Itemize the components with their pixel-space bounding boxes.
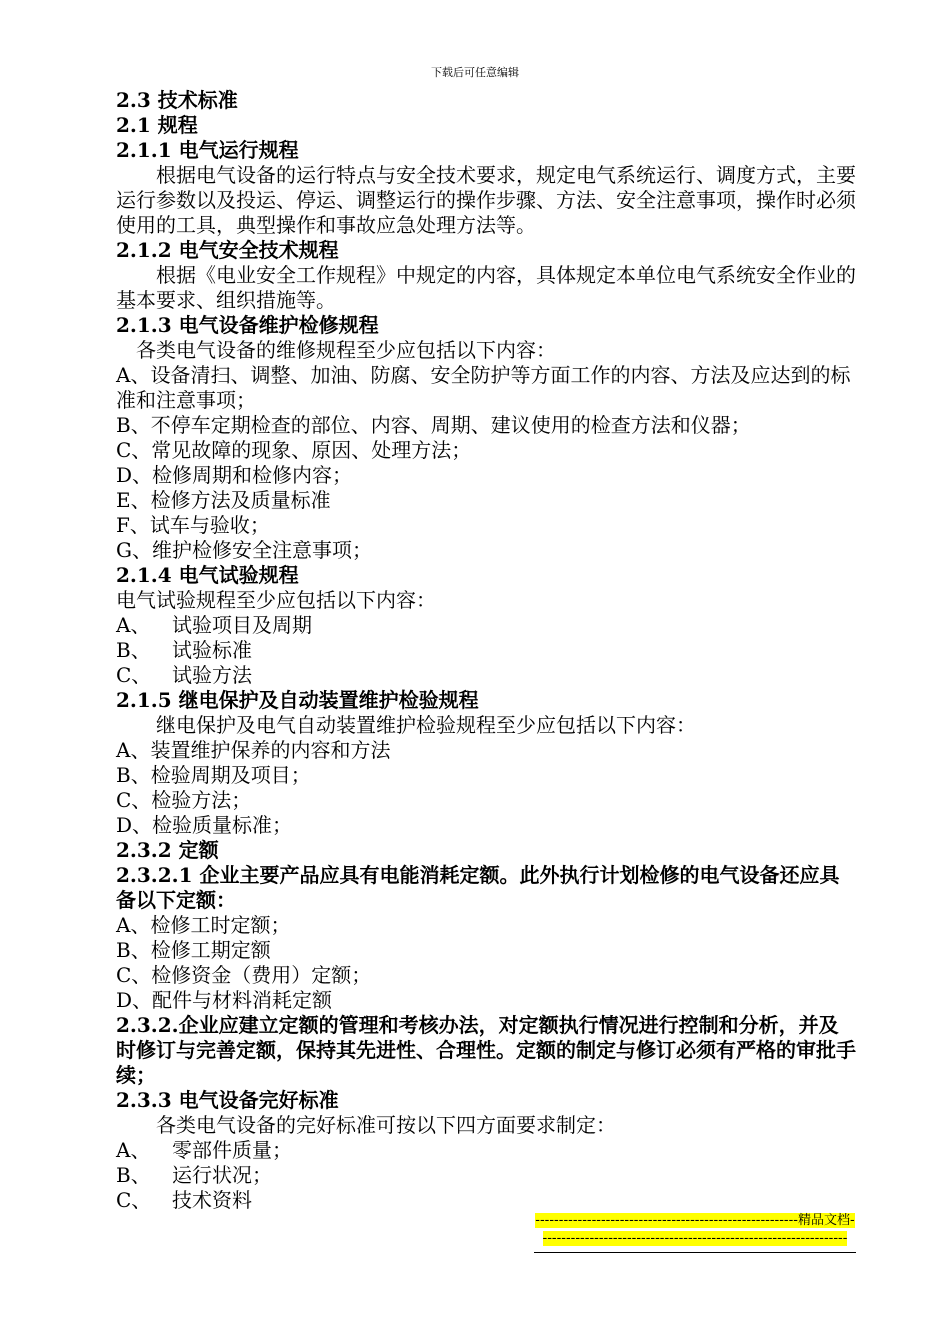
list-item: B、检修工期定额 bbox=[116, 938, 271, 962]
section-heading: 2.1.5 继电保护及自动装置维护检验规程 bbox=[116, 688, 479, 712]
section-heading: 2.1.4 电气试验规程 bbox=[116, 563, 299, 587]
list-item: C、检验方法； bbox=[116, 788, 252, 812]
list-item: D、配件与材料消耗定额 bbox=[116, 988, 333, 1012]
list-item-label: B、 bbox=[116, 638, 151, 662]
list-item: D、检修周期和检修内容； bbox=[116, 463, 353, 487]
list-item-label: C、 bbox=[116, 1188, 152, 1212]
list-item bbox=[116, 613, 856, 638]
list-item: B、不停车定期检查的部位、内容、周期、建议使用的检查方法和仪器； bbox=[116, 413, 751, 437]
section-heading: 2.3.2.企业应建立定额的管理和考核办法，对定额执行情况进行控制和分析，并及时修订与完善定额，保持其先进性、合理性。定额的制定与修订必须有严格的审批手续； bbox=[116, 1013, 856, 1087]
list-item-label: A、 bbox=[116, 1138, 151, 1162]
list-item-label: C、 bbox=[116, 663, 152, 687]
paragraph: 继电保护及电气自动装置维护检验规程至少应包括以下内容： bbox=[156, 713, 696, 737]
list-item: D、检验质量标准； bbox=[116, 813, 293, 837]
list-item-text: 运行状况； bbox=[172, 1163, 272, 1187]
list-item: C、常见故障的现象、原因、处理方法； bbox=[116, 438, 472, 462]
list-item: 电气试验规程至少应包括以下内容： bbox=[116, 588, 436, 612]
list-item-text: 零部件质量； bbox=[172, 1138, 292, 1162]
paragraph: 各类电气设备的维修规程至少应包括以下内容： bbox=[136, 338, 556, 362]
list-item: A、设备清扫、调整、加油、防腐、安全防护等方面工作的内容、方法及应达到的标准和注意事项； bbox=[116, 363, 851, 412]
list-item-text: 试验标准 bbox=[172, 638, 252, 662]
list-item-text: 试验项目及周期 bbox=[172, 613, 312, 637]
list-item: C、检修资金（费用）定额； bbox=[116, 963, 372, 987]
list-item bbox=[116, 1188, 856, 1213]
section-heading: 2.1.2 电气安全技术规程 bbox=[116, 238, 339, 262]
paragraph: 根据电气设备的运行特点与安全技术要求，规定电气系统运行、调度方式，主要运行参数以及投运、停运、调整运行的操作步骤、方法、安全注意事项，操作时必须使用的工具，典型操作和事故应急处理方法等。 bbox=[116, 163, 856, 237]
list-item: E、检修方法及质量标准 bbox=[116, 488, 331, 512]
list-item bbox=[116, 1163, 856, 1188]
footer-stamp bbox=[534, 1212, 856, 1253]
list-item: A、检修工时定额； bbox=[116, 913, 291, 937]
section-heading: 2.3.2 定额 bbox=[116, 838, 219, 862]
list-item-text: 技术资料 bbox=[172, 1188, 252, 1212]
document-body bbox=[116, 88, 856, 1213]
list-item-label: B、 bbox=[116, 1163, 151, 1187]
list-item: A、装置维护保养的内容和方法 bbox=[116, 738, 391, 762]
list-item-text: 试验方法 bbox=[172, 663, 252, 687]
section-heading: 2.3.2.1 企业主要产品应具有电能消耗定额。此外执行计划检修的电气设备还应具备以下定额： bbox=[116, 863, 840, 912]
section-heading: 2.1.3 电气设备维护检修规程 bbox=[116, 313, 379, 337]
section-heading: 2.3.3 电气设备完好标准 bbox=[116, 1088, 339, 1112]
list-item-label: A、 bbox=[116, 613, 151, 637]
page-header: 下载后可任意编辑 bbox=[431, 66, 519, 79]
section-heading: 2.3 技术标准 bbox=[116, 88, 238, 112]
list-item: G、维护检修安全注意事项； bbox=[116, 538, 372, 562]
list-item bbox=[116, 1138, 856, 1163]
list-item: B、检验周期及项目； bbox=[116, 763, 311, 787]
section-heading: 2.1 规程 bbox=[116, 113, 198, 137]
footer-stamp-text: --------------------------------------------------------精品文档------------------------------------------------------------------ bbox=[535, 1213, 855, 1246]
paragraph: 各类电气设备的完好标准可按以下四方面要求制定： bbox=[156, 1113, 616, 1137]
paragraph: 根据《电业安全工作规程》中规定的内容，具体规定本单位电气系统安全作业的基本要求、组织措施等。 bbox=[116, 263, 856, 312]
list-item bbox=[116, 638, 856, 663]
list-item bbox=[116, 663, 856, 688]
section-heading: 2.1.1 电气运行规程 bbox=[116, 138, 299, 162]
list-item: F、试车与验收； bbox=[116, 513, 270, 537]
